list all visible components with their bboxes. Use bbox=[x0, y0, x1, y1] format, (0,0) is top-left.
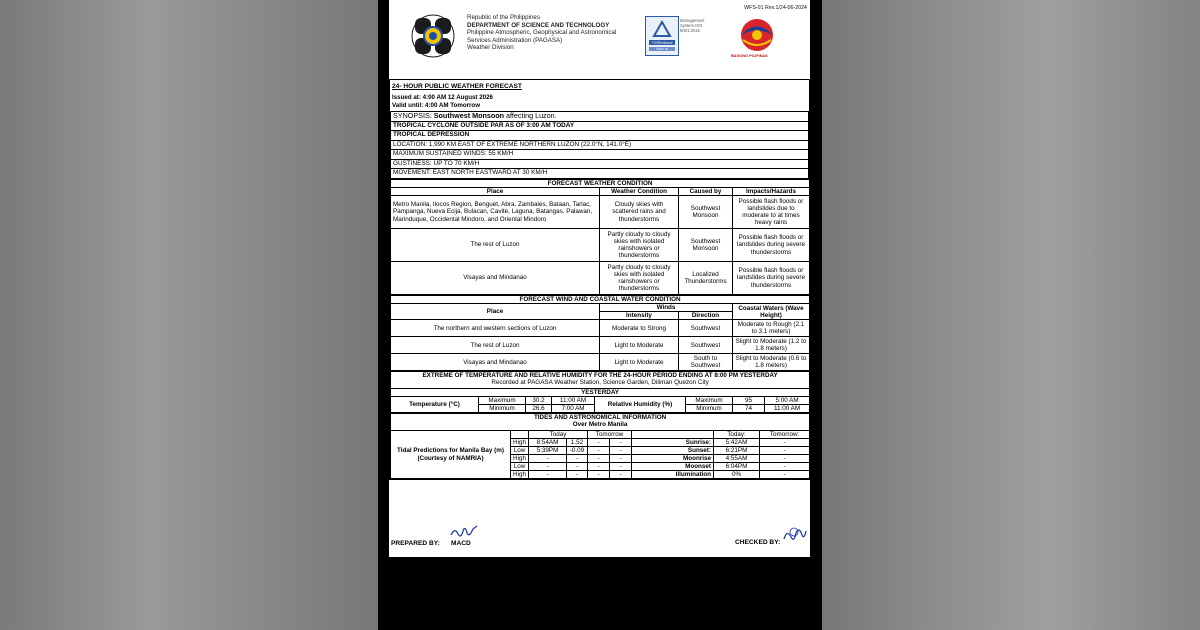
tides-title-cell bbox=[391, 414, 810, 431]
temp-min-time: 7:00 AM bbox=[552, 405, 595, 413]
redaction-box bbox=[449, 548, 479, 557]
cert-id-label: CERT ID bbox=[656, 47, 668, 51]
astro-tomorrow: - bbox=[760, 446, 810, 454]
temp-min-value: 26.6 bbox=[526, 405, 552, 413]
astro-label: Sunset: bbox=[632, 446, 714, 454]
astro-label: Sunrise: bbox=[632, 438, 714, 446]
astro-today: 6:21PM bbox=[714, 446, 760, 454]
forecast-document bbox=[389, 0, 810, 557]
header-weather-condition: Weather Condition bbox=[600, 187, 679, 195]
extremes-subtitle: Recorded at PAGASA Weather Station, Science Garden, Diliman Quezon City bbox=[491, 379, 709, 387]
blurred-background-left bbox=[0, 0, 378, 630]
temp-max-time: 11:00 AM bbox=[552, 396, 595, 404]
rh-max-value: 95 bbox=[733, 396, 765, 404]
astro-label-header bbox=[632, 430, 714, 438]
synopsis bbox=[391, 112, 809, 122]
tide-tomorrow-time: - bbox=[588, 438, 610, 446]
table-row bbox=[391, 228, 810, 261]
tc-type: TROPICAL DEPRESSION bbox=[391, 131, 809, 141]
document-header bbox=[389, 0, 810, 74]
tide-tomorrow-header: Tomorrow bbox=[588, 430, 632, 438]
agency-line-4: Services Administration (PAGASA) bbox=[467, 36, 563, 44]
astro-tomorrow: - bbox=[760, 438, 810, 446]
rh-max-time: 5:00 AM bbox=[765, 396, 810, 404]
tides-subtitle: Over Metro Manila bbox=[572, 420, 628, 428]
tide-today-time: - bbox=[529, 463, 567, 471]
header-place: Place bbox=[391, 187, 600, 195]
coastal-cell: Slight to Moderate (0.6 to 1.8 meters) bbox=[733, 354, 810, 371]
agency-name bbox=[467, 14, 616, 52]
rh-min-time: 11:00 AM bbox=[765, 405, 810, 413]
astro-today-header: Today: bbox=[714, 430, 760, 438]
valid-until: Valid until: 4:00 AM Tomorrow bbox=[392, 102, 481, 110]
tides-title: TIDES AND ASTRONOMICAL INFORMATION bbox=[533, 414, 667, 422]
condition-cell: Partly cloudy to cloudy skies with isolated rainshowers or thunderstorms bbox=[600, 261, 679, 294]
place-cell: Visayas and Mindanao bbox=[391, 261, 600, 294]
astro-label: Moonrise bbox=[632, 455, 714, 463]
place-cell: The rest of Luzon bbox=[391, 337, 600, 354]
impact-cell: Possible flash floods or landslides during severe thunderstorms bbox=[733, 261, 810, 294]
direction-cell: South to Southwest bbox=[679, 354, 733, 371]
header-direction: Direction bbox=[679, 312, 733, 320]
synopsis-rest: affecting Luzon. bbox=[504, 111, 557, 121]
synopsis-label: SYNOPSIS: bbox=[393, 111, 434, 121]
synopsis-table bbox=[390, 111, 809, 179]
coastal-cell: Slight to Moderate (1.2 to 1.8 meters) bbox=[733, 337, 810, 354]
wind-coastal-table bbox=[390, 295, 810, 371]
table-row bbox=[391, 320, 810, 337]
forecast-body bbox=[389, 79, 810, 480]
table-row bbox=[391, 354, 810, 371]
tide-today-time: - bbox=[529, 455, 567, 463]
place-cell: Visayas and Mindanao bbox=[391, 354, 600, 371]
astro-today: 5:42AM bbox=[714, 438, 760, 446]
checked-signature-icon bbox=[781, 523, 807, 545]
yesterday-label: YESTERDAY bbox=[391, 388, 810, 396]
dost-pagasa-seal-icon bbox=[411, 14, 455, 58]
tide-today-height: 1.52 bbox=[567, 438, 588, 446]
header-impacts: Impacts/Hazards bbox=[733, 187, 810, 195]
tide-today-height: - bbox=[567, 455, 588, 463]
tide-tomorrow-height: - bbox=[610, 455, 632, 463]
tide-today-time: 8:54AM bbox=[529, 438, 567, 446]
tide-type: Low bbox=[511, 463, 529, 471]
intensity-cell: Moderate to Strong bbox=[600, 320, 679, 337]
astro-tomorrow: - bbox=[760, 471, 810, 479]
condition-cell: Cloudy skies with scattered rains and thunderstorms bbox=[600, 195, 679, 228]
tide-today-header: Today bbox=[529, 430, 588, 438]
astro-label: Moonset bbox=[632, 463, 714, 471]
table-row bbox=[391, 337, 810, 354]
tc-gust: GUSTINESS: UP TO 70 KM/H bbox=[391, 159, 809, 169]
forecast-weather-title: FORECAST WEATHER CONDITION bbox=[391, 179, 810, 187]
tide-tomorrow-height: - bbox=[610, 446, 632, 454]
cert-badge-label: TÜVRheinland bbox=[651, 41, 673, 45]
direction-cell: Southwest bbox=[679, 337, 733, 354]
tide-tomorrow-time: - bbox=[588, 446, 610, 454]
blurred-background-right bbox=[822, 0, 1200, 630]
place-cell: The northern and western sections of Luzon bbox=[391, 320, 600, 337]
tide-today-time: 5:39PM bbox=[529, 446, 567, 454]
prepared-signature-icon bbox=[449, 523, 481, 541]
tide-tomorrow-time: - bbox=[588, 463, 610, 471]
intensity-cell: Light to Moderate bbox=[600, 354, 679, 371]
tc-header: TROPICAL CYCLONE OUTSIDE PAR AS OF 3:00 AM TODAY bbox=[391, 121, 809, 131]
direction-cell: Southwest bbox=[679, 320, 733, 337]
header-winds: Winds bbox=[600, 304, 733, 312]
tidal-predictions-label: Tidal Predictions for Manila Bay (m) (Courtesy of NAMRIA) bbox=[391, 430, 511, 479]
bagong-pilipinas-logo-icon bbox=[733, 16, 781, 54]
impact-cell: Possible flash floods or landslides during severe thunderstorms bbox=[733, 228, 810, 261]
tide-type: High bbox=[511, 455, 529, 463]
forecast-weather-table bbox=[390, 179, 810, 295]
cause-cell: Localized Thunderstorms bbox=[679, 261, 733, 294]
table-row bbox=[391, 195, 810, 228]
agency-line-3: Philippine Atmospheric, Geophysical and Astronomical bbox=[467, 29, 617, 37]
place-cell: The rest of Luzon bbox=[391, 228, 600, 261]
intensity-cell: Light to Moderate bbox=[600, 337, 679, 354]
synopsis-system: Southwest Monsoon bbox=[433, 111, 505, 121]
condition-cell: Partly cloudy to cloudy skies with isolated rainshowers or thunderstorms bbox=[600, 228, 679, 261]
temp-max-label: Maximum bbox=[479, 396, 526, 404]
header-intensity: Intensity bbox=[600, 312, 679, 320]
agency-line-1: Republic of the Philippines bbox=[467, 14, 540, 21]
cert-text: Management System ISO 9001:2015 bbox=[680, 18, 705, 34]
place-cell: Metro Manila, Ilocos Region, Benguet, Abra, Zambales, Bataan, Tarlac, Pampanga, Nueva Ecija, Bulacan, Cavite, Laguna, Batangas, Palawan, Marinduque, Occidental Mindoro, and Oriental Mindoro bbox=[391, 195, 600, 228]
tc-location: LOCATION: 1,990 KM EAST OF EXTREME NORTHERN LUZON (22.0°N, 141.0°E) bbox=[391, 140, 809, 150]
prepared-by-name: MACD bbox=[451, 540, 471, 547]
rh-min-label: Minimum bbox=[686, 405, 733, 413]
tide-type-header bbox=[511, 430, 529, 438]
tide-tomorrow-height: - bbox=[610, 471, 632, 479]
cause-cell: Southwest Monsoon bbox=[679, 195, 733, 228]
tc-movement: MOVEMENT: EAST NORTH EASTWARD AT 30 KM/H bbox=[391, 169, 809, 179]
astro-today: 0% bbox=[714, 471, 760, 479]
header-caused-by: Caused by bbox=[679, 187, 733, 195]
forecast-title: 24- HOUR PUBLIC WEATHER FORECAST bbox=[392, 83, 522, 90]
astro-label: Illumination bbox=[632, 471, 714, 479]
extremes-title-cell bbox=[391, 372, 810, 389]
astro-tomorrow: - bbox=[760, 455, 810, 463]
signature-area bbox=[389, 531, 810, 557]
tide-today-height: -0.09 bbox=[567, 446, 588, 454]
temp-min-label: Minimum bbox=[479, 405, 526, 413]
checked-by-label: CHECKED BY: bbox=[735, 539, 781, 546]
bagong-pilipinas-text: BAGONG PILIPINAS bbox=[731, 54, 768, 58]
tide-today-time: - bbox=[529, 471, 567, 479]
table-row bbox=[391, 261, 810, 294]
astro-today: 6:04PM bbox=[714, 463, 760, 471]
temperature-label: Temperature (°C) bbox=[391, 396, 479, 412]
tide-today-height: - bbox=[567, 471, 588, 479]
astro-tomorrow-header: Tomorrow: bbox=[760, 430, 810, 438]
extremes-title: EXTREME OF TEMPERATURE AND RELATIVE HUMIDITY FOR THE 24-HOUR PERIOD ENDING AT 8:00 PM YESTERDAY bbox=[422, 372, 778, 380]
tc-winds: MAXIMUM SUSTAINED WINDS: 55 KM/H bbox=[391, 150, 809, 160]
astro-today: 4:55AM bbox=[714, 455, 760, 463]
extremes-table bbox=[390, 371, 810, 413]
impact-cell: Possible flash floods or landslides due to moderate to at times heavy rains bbox=[733, 195, 810, 228]
tide-tomorrow-time: - bbox=[588, 471, 610, 479]
cause-cell: Southwest Monsoon bbox=[679, 228, 733, 261]
rh-max-label: Maximum bbox=[686, 396, 733, 404]
agency-line-2: DEPARTMENT OF SCIENCE AND TECHNOLOGY bbox=[467, 21, 610, 29]
tuv-cert-badge-icon bbox=[645, 16, 679, 56]
wind-coastal-title: FORECAST WIND AND COASTAL WATER CONDITION bbox=[391, 295, 810, 303]
tide-tomorrow-time: - bbox=[588, 455, 610, 463]
tide-type: High bbox=[511, 471, 529, 479]
coastal-cell: Moderate to Rough (2.1 to 3.1 meters) bbox=[733, 320, 810, 337]
humidity-label: Relative Humidity (%) bbox=[595, 396, 686, 412]
issued-at: Issued at: 4:00 AM 12 August 2026 bbox=[392, 94, 493, 101]
tide-type: High bbox=[511, 438, 529, 446]
tide-tomorrow-height: - bbox=[610, 463, 632, 471]
rh-min-value: 74 bbox=[733, 405, 765, 413]
tides-table bbox=[390, 413, 810, 479]
header-place: Place bbox=[391, 304, 600, 320]
header-coastal-waters: Coastal Waters (Wave Height) bbox=[733, 304, 810, 320]
temp-max-value: 30.2 bbox=[526, 396, 552, 404]
tide-today-height: - bbox=[567, 463, 588, 471]
prepared-by-label: PREPARED BY: bbox=[391, 540, 440, 547]
astro-tomorrow: - bbox=[760, 463, 810, 471]
agency-line-5: Weather Division bbox=[467, 44, 514, 52]
tide-type: Low bbox=[511, 446, 529, 454]
revision-code: WFS-01 Rev.1/24-06-2024 bbox=[744, 5, 807, 11]
tide-tomorrow-height: - bbox=[610, 438, 632, 446]
